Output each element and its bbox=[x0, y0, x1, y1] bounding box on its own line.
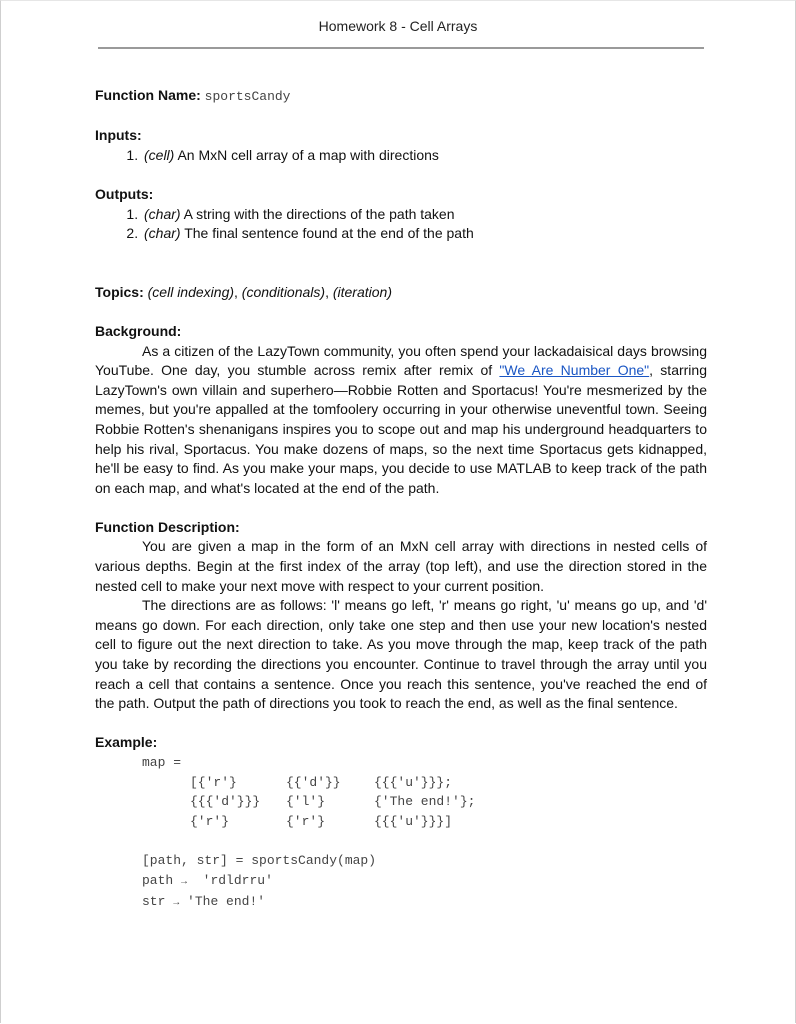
map-cell: {{'d'}} bbox=[286, 774, 341, 790]
example-str-output bbox=[142, 892, 707, 914]
input-type: (cell) bbox=[144, 146, 175, 163]
background-label: Background: bbox=[95, 322, 182, 339]
output-text: A string with the directions of the path taken bbox=[180, 205, 455, 222]
outputs-label: Outputs: bbox=[95, 185, 154, 202]
path-label: path bbox=[142, 872, 174, 888]
output-text: The final sentence found at the end of the path bbox=[180, 225, 474, 242]
path-value: 'rdldrru' bbox=[202, 872, 273, 888]
topics-row: Topics: (cell indexing), (conditionals), (iteration) bbox=[95, 283, 392, 300]
str-value: 'The end!' bbox=[187, 894, 266, 910]
function-name-row bbox=[95, 86, 707, 107]
page-header: Homework 8 - Cell Arrays bbox=[318, 18, 478, 34]
topic-iteration: (iteration) bbox=[332, 283, 392, 300]
background-text-2: , starring LazyTown's own villain and superhero—Robbie Rotten and Sportacus! You're mesmerized by the memes, but you're appalled at the tomfoolery occurring in your otherwise uneventful town. Seeing Robbie Rotten's shenanigans inspires you to scope out and map his underground headquarters to help his rival, Sportacus. You make dozens of maps, so the next time Sportacus gets kidnapped, he'll be easy to find. As you make your maps, you decide to use MATLAB to keep track of the path on each map, and what's located at the end of the path. bbox=[95, 362, 707, 496]
str-label: str bbox=[142, 894, 166, 910]
map-cell: {{{'u'}}}] bbox=[374, 813, 453, 829]
topic-cell-indexing: (cell indexing) bbox=[147, 283, 235, 300]
topics-label: Topics: bbox=[95, 283, 144, 300]
output-item bbox=[142, 224, 707, 244]
input-item bbox=[142, 146, 707, 166]
map-cell: [{'r'} bbox=[190, 774, 237, 790]
background-text-1: As a citizen of the LazyTown community, you often spend your lackadaisical days browsing YouTube. One day, you stumble across remix after remix of bbox=[95, 342, 707, 379]
input-text: An MxN cell array of a map with directions bbox=[174, 146, 439, 163]
output-type: (char) bbox=[144, 225, 181, 242]
arrow-icon: → bbox=[181, 876, 188, 888]
map-cell: {'r'} bbox=[286, 813, 326, 829]
inputs-list bbox=[95, 146, 707, 166]
output-type: (char) bbox=[144, 205, 181, 222]
outputs-list bbox=[95, 205, 707, 244]
example-map-line: map = bbox=[142, 755, 182, 770]
background-paragraph bbox=[95, 342, 707, 499]
we-are-number-one-link[interactable]: "We Are Number One" bbox=[499, 362, 650, 379]
function-name-label: Function Name: bbox=[95, 87, 201, 103]
topic-conditionals: (conditionals) bbox=[241, 283, 326, 300]
description-paragraph-2: The directions are as follows: 'l' means go left, 'r' means go right, 'u' means go up, and 'd' means go down. For each direction, only take one step and then use your new location's nested cell to figure out the next direction to take. As you move through the map, keep track of the path you take by recording the directions you encounter. Continue to travel through the array until you reach a cell that contains a sentence. Once you reach this sentence, you've reached the end of the path. Output the path of directions you took to reach the end, as well as the final sentence. bbox=[95, 597, 707, 712]
inputs-label: Inputs: bbox=[95, 127, 142, 144]
example-path-output bbox=[142, 871, 707, 893]
map-cell: {'r'} bbox=[190, 813, 230, 829]
header-divider bbox=[98, 47, 704, 49]
function-name-value: sportsCandy bbox=[204, 89, 291, 104]
example-label: Example: bbox=[95, 734, 158, 751]
map-cell: {'l'} bbox=[286, 794, 326, 810]
map-cell: {{{'u'}}}; bbox=[374, 774, 453, 790]
example-map-grid bbox=[190, 773, 707, 832]
document-body bbox=[95, 86, 707, 914]
example-call: [path, str] = sportsCandy(map) bbox=[142, 852, 377, 868]
map-cell: {'The end!'}; bbox=[374, 794, 476, 810]
output-item bbox=[142, 205, 707, 225]
description-label: Function Description: bbox=[95, 518, 240, 535]
map-cell: {{{'d'}}} bbox=[190, 794, 261, 810]
arrow-icon: → bbox=[173, 898, 180, 910]
description-paragraph-1: You are given a map in the form of an MxN cell array with directions in nested cells of various depths. Begin at the first index of the array (top left), and use the direction stored in the nested cell to make your next move with respect to your current position. bbox=[95, 538, 707, 594]
